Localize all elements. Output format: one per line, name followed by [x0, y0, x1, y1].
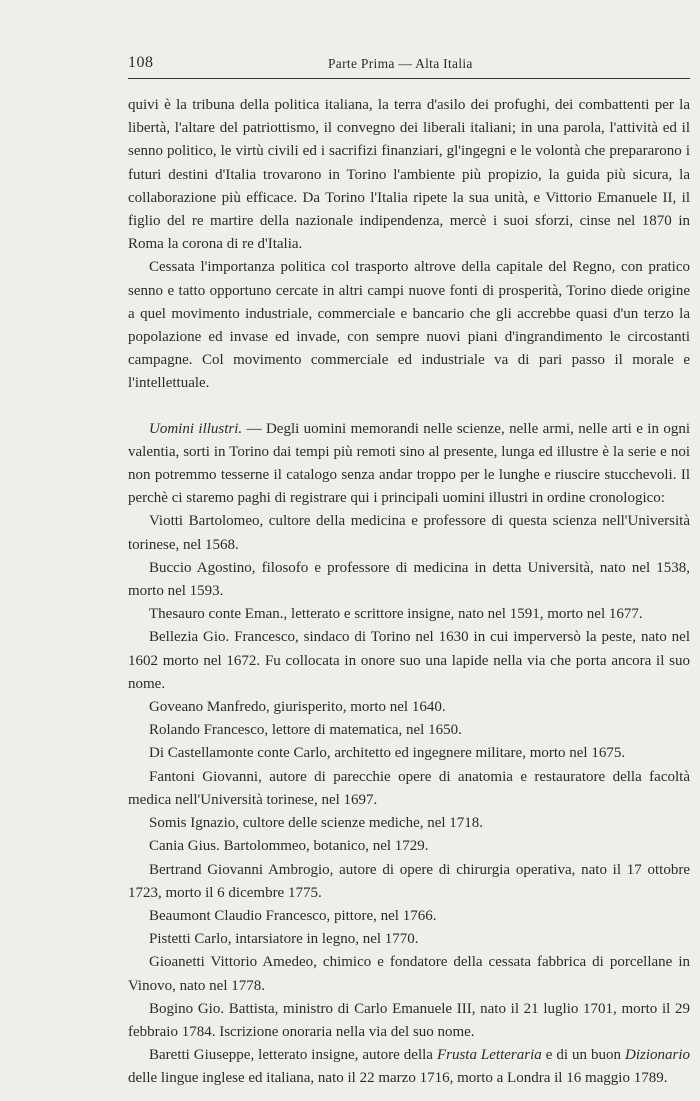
baretti-text-2: e di un buon — [541, 1047, 625, 1064]
running-title: Parte Prima — Alta Italia — [328, 56, 473, 71]
baretti-text-3: delle lingue inglese ed italiana, nato il 22 marzo 1716, morto a Londra il 16 maggio 1789. — [128, 1070, 668, 1087]
entry-gioanetti: Gioanetti Vittorio Amedeo, chimico e fondatore della cessata fabbrica di porcellane in Vinovo, nato nel 1778. — [128, 954, 690, 994]
section-heading: Uomini illustri. — [149, 420, 243, 437]
entry-bogino: Bogino Gio. Battista, ministro di Carlo Emanuele III, nato il 21 luglio 1701, morto il 29 febbraio 1784. Iscrizione onoraria nella via del suo nome. — [128, 1000, 690, 1040]
entry-bellezia: Bellezia Gio. Francesco, sindaco di Torino nel 1630 in cui imperversò la peste, nato nel 1602 morto nel 1672. Fu collocata in onore suo una lapide nella via che porta ancora il suo nome. — [128, 629, 690, 692]
entry-thesauro: Thesauro conte Eman., letterato e scrittore insigne, nato nel 1591, morto nel 1677. — [149, 606, 643, 623]
entry-beaumont: Beaumont Claudio Francesco, pittore, nel 1766. — [149, 907, 437, 924]
page-body — [128, 94, 690, 1091]
entry-viotti: Viotti Bartolomeo, cultore della medicina e professore di questa scienza nell'Università torinese, nel 1568. — [128, 513, 690, 553]
entry-cania: Cania Gius. Bartolommeo, botanico, nel 1729. — [149, 838, 429, 855]
entry-bertrand: Bertrand Giovanni Ambrogio, autore di opere di chirurgia operativa, nato il 17 ottobre 1723, morto il 6 dicembre 1775. — [128, 861, 690, 901]
entry-rolando: Rolando Francesco, lettore di matematica, nel 1650. — [149, 722, 462, 739]
entry-castellamonte: Di Castellamonte conte Carlo, architetto ed ingegnere militare, morto nel 1675. — [149, 745, 626, 762]
entry-fantoni: Fantoni Giovanni, autore di parecchie opere di anatomia e restauratore della facoltà medica nell'Università torinese, nel 1697. — [128, 768, 690, 808]
baretti-text-1: Baretti Giuseppe, letterato insigne, autore della — [149, 1047, 437, 1064]
entry-goveano: Goveano Manfredo, giurisperito, morto nel 1640. — [149, 699, 446, 716]
entry-somis: Somis Ignazio, cultore delle scienze mediche, nel 1718. — [149, 815, 484, 832]
baretti-title-dizionario: Dizionario — [624, 1047, 690, 1064]
entry-pistetti: Pistetti Carlo, intarsiatore in legno, nel 1770. — [149, 931, 419, 948]
page-header — [128, 52, 690, 79]
baretti-title-frusta: Frusta Letteraria — [436, 1047, 542, 1064]
section-intro: — Degli uomini memorandi nelle scienze, nelle armi, nelle arti e in ogni valentia, sorti in Torino dai tempi più remoti sino al presente, lunga ed illustre è la serie e noi non potremmo tesserne il catalogo senza andar troppo per le lunghe e riuscire stucchevoli. Il perchè ci staremo paghi di registrare qui i principali uomini illustri in ordine cronologico: — [128, 420, 691, 507]
paragraph-torino-politica: quivi è la tribuna della politica italiana, la terra d'asilo dei profughi, dei combattenti per la libertà, l'altare del patriottismo, il convegno dei liberali italiani; in una parola, l'attività ed il senno politico, le virtù civili ed i sacrifizi finanziari, gl'ingegni e le volontà che prepararono i futuri destini d'Italia trovarono in Torino l'ambiente più propizio, la guida più sicura, la collaborazione più efficace. Da Torino l'Italia ripete la sua unità, e Vittorio Emanuele II, il figlio del re martire della nazionale indipendenza, mercè i suoi sforzi, cinse nel 1870 in Roma la corona di re d'Italia. — [128, 97, 690, 253]
entry-baretti — [128, 1044, 690, 1090]
entry-buccio: Buccio Agostino, filosofo e professore di medicina in detta Università, nato nel 1538, morto nel 1593. — [128, 559, 690, 600]
paragraph-uomini-illustri — [128, 418, 690, 511]
page-number: 108 — [128, 54, 154, 71]
paragraph-torino-industria: Cessata l'importanza politica col trasporto altrove della capitale del Regno, con pratico senno e tatto opportuno cercate in altri campi nuove fonti di prosperità, Torino diede origine a quel movimento industriale, commerciale e bancario che gli accrebbe quasi d'un terzo la popolazione ed invase ed invade, con sempre nuovi piani d'ingrandimento le circostanti campagne. Col movimento commerciale ed industriale va di pari passo il morale e l'intellettuale. — [128, 259, 690, 392]
